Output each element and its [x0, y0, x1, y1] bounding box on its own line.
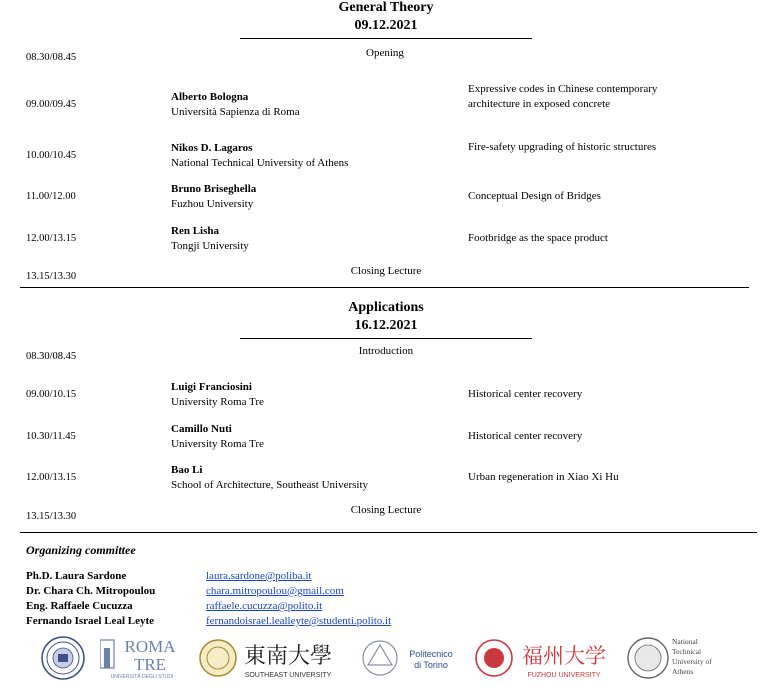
talk-topic: Expressive codes in Chinese contemporary — [468, 83, 658, 95]
southeast-university-logo — [198, 634, 338, 682]
speaker-name: Luigi Franciosini — [171, 381, 252, 393]
roma-tre-subtitle: UNIVERSITÀ DEGLI STUDI — [110, 674, 174, 680]
speaker-affiliation: School of Architecture, Southeast University — [171, 479, 369, 491]
fuzhou-english-name: FUZHOU UNIVERSITY — [527, 672, 601, 679]
fuzhou-university-logo — [474, 634, 614, 682]
speaker-affiliation: Fuzhou University — [171, 198, 254, 210]
speaker-name: Bruno Briseghella — [171, 183, 257, 195]
speaker-affiliation: National Technical University of Athens — [171, 157, 349, 169]
slot-time: 08.30/08.45 — [26, 52, 77, 63]
fuzhou-chinese-name: 福州大学 — [522, 644, 606, 668]
slot-time: 11.00/12.00 — [26, 191, 76, 202]
speaker-affiliation: Tongji University — [171, 240, 249, 252]
southeast-english-name: SOUTHEAST UNIVERSITY — [244, 672, 332, 679]
title-underline — [240, 38, 532, 39]
roma-tre-word: ROMA — [124, 637, 176, 656]
slot-time: 10.00/10.45 — [26, 150, 77, 161]
ntua-line: University of — [672, 657, 712, 666]
section-title: Applications — [348, 300, 424, 315]
slot-time: 08.30/08.45 — [26, 351, 77, 362]
closing-label: Closing Lecture — [350, 265, 422, 277]
roma-tre-logo — [100, 634, 184, 682]
ntua-line: Athens — [672, 667, 694, 676]
ntua-line: Technical — [672, 647, 702, 656]
section-date: 16.12.2021 — [354, 318, 418, 333]
talk-topic: Fire-safety upgrading of historic structures — [468, 141, 657, 153]
introduction-label: Introduction — [358, 345, 414, 357]
slot-time: 12.00/13.15 — [26, 472, 77, 483]
committee-member-email[interactable]: raffaele.cucuzza@polito.it — [206, 600, 323, 612]
committee-member-email[interactable]: fernandoisrael.lealleyte@studenti.polito.it — [206, 615, 392, 627]
slot-time: 09.00/10.15 — [26, 389, 77, 400]
speaker-name: Alberto Bologna — [171, 91, 249, 103]
committee-member-email[interactable]: chara.mitropoulou@gmail.com — [206, 585, 344, 597]
polito-line: Politecnico — [409, 649, 453, 659]
roma-tre-word: TRE — [133, 655, 167, 674]
talk-topic: architecture in exposed concrete — [468, 98, 611, 110]
slot-time: 09.00/09.45 — [26, 99, 77, 110]
speaker-name: Bao Li — [171, 464, 203, 476]
polito-line: di Torino — [414, 660, 448, 670]
slot-time: 12.00/13.15 — [26, 233, 77, 244]
politecnico-torino-logo — [360, 634, 460, 682]
section-title: General Theory — [338, 0, 434, 15]
talk-topic: Historical center recovery — [468, 388, 583, 400]
ntua-logo — [626, 634, 736, 682]
committee-member-name: Eng. Raffaele Cucuzza — [26, 600, 133, 612]
opening-label: Opening — [366, 47, 404, 59]
section-date: 09.12.2021 — [354, 18, 418, 33]
ntua-line: National — [672, 637, 698, 646]
committee-member-name: Fernando Israel Leal Leyte — [26, 615, 155, 627]
talk-topic: Historical center recovery — [468, 430, 583, 442]
talk-topic: Footbridge as the space product — [468, 232, 608, 244]
slot-time: 13.15/13.30 — [26, 271, 77, 282]
southeast-chinese-name: 東南大學 — [243, 644, 333, 669]
committee-heading: Organizing committee — [26, 543, 136, 557]
speaker-affiliation: University Roma Tre — [171, 396, 264, 408]
section-divider — [20, 287, 749, 288]
speaker-name: Camillo Nuti — [171, 423, 232, 435]
committee-member-name: Ph.D. Laura Sardone — [26, 570, 127, 582]
university-seal-logo — [40, 634, 86, 682]
speaker-name: Ren Lisha — [171, 225, 219, 237]
talk-topic: Conceptual Design of Bridges — [468, 190, 601, 202]
speaker-affiliation: University Roma Tre — [171, 438, 264, 450]
committee-member-email[interactable]: laura.sardone@poliba.it — [206, 570, 312, 582]
speaker-name: Nikos D. Lagaros — [171, 142, 253, 154]
slot-time: 13.15/13.30 — [26, 511, 77, 522]
talk-topic: Urban regeneration in Xiao Xi Hu — [468, 471, 619, 483]
title-underline — [240, 338, 532, 339]
slot-time: 10.30/11.45 — [26, 431, 76, 442]
speaker-affiliation: Università Sapienza di Roma — [171, 106, 300, 118]
closing-label: Closing Lecture — [350, 504, 422, 516]
committee-member-name: Dr. Chara Ch. Mitropoulou — [26, 585, 156, 597]
section-divider — [20, 532, 757, 533]
